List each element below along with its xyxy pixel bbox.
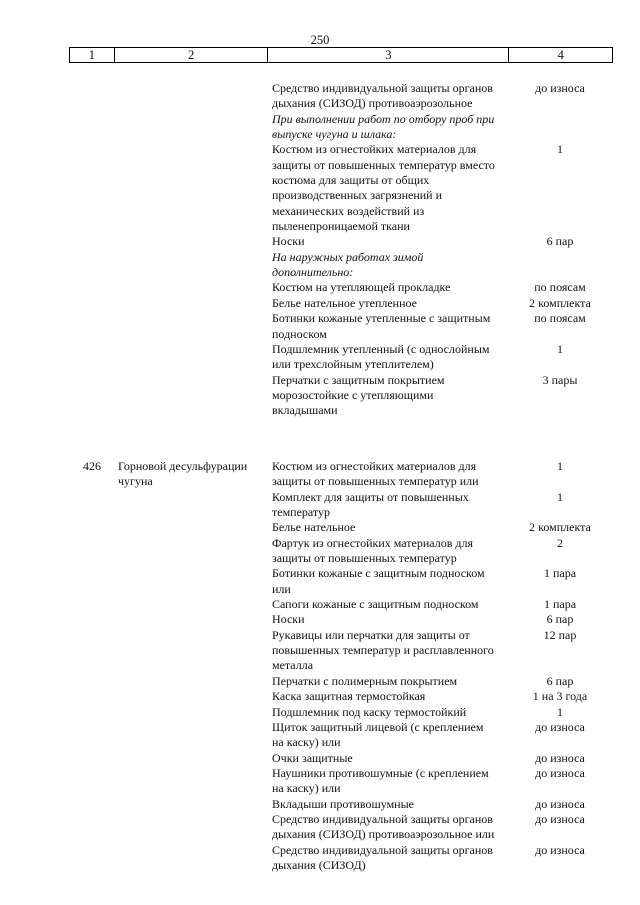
- page-number: 250: [310, 33, 330, 47]
- list-item: [0, 843, 640, 874]
- item-name: Средство индивидуальной защиты органов дыхания (СИЗОД) противоаэрозольное: [272, 81, 493, 111]
- item-norm: 1: [557, 489, 563, 504]
- item-norm: по поясам: [534, 280, 586, 295]
- list-item: [0, 797, 640, 812]
- item-norm: по поясам: [534, 311, 586, 326]
- list-item: [0, 459, 640, 490]
- item-norm: 1 пара: [543, 597, 577, 612]
- list-item: [0, 612, 640, 627]
- list-item: [0, 373, 640, 419]
- item-name: Белье нательное: [272, 520, 356, 535]
- item-norm: 2 комплекта: [529, 520, 591, 535]
- item-norm: до износа: [535, 750, 585, 765]
- item-name: Каска защитная термостойкая: [272, 689, 426, 704]
- item-norm: 2: [557, 535, 563, 550]
- item-norm: 1 на 3 года: [532, 689, 588, 704]
- item-name: Вкладыши противошумные: [272, 796, 414, 811]
- profession-name: Горновой десульфурации чугуна: [118, 459, 248, 489]
- item-name: Подшлемник утепленный (с однослойным или трехслойным утеплителем): [272, 341, 490, 372]
- column-header-row: [69, 47, 613, 63]
- item-norm: 1: [557, 459, 563, 473]
- list-item: [0, 720, 640, 751]
- item-name: Костюм из огнестойких материалов для защиты от повышенных температур вместо костюма для защиты от общих производственных загрязнений и механических воздействий из пыленепроницаемой ткани: [272, 142, 495, 234]
- list-item: [0, 766, 640, 797]
- item-norm: 6 пар: [546, 673, 574, 688]
- item-norm: 1: [557, 142, 563, 157]
- list-item: [0, 597, 640, 612]
- list-item: [0, 280, 640, 295]
- table-row-426: [0, 459, 640, 873]
- item-name: Фартук из огнестойких материалов для защиты от повышенных температур: [272, 535, 473, 566]
- column-header-2: 2: [115, 48, 268, 62]
- item-name: Ботинки кожаные с защитным подноском или: [272, 566, 485, 596]
- item-norm: 6 пар: [546, 612, 574, 627]
- item-name: Ботинки кожаные утепленные с защитным подноском: [272, 311, 491, 341]
- item-name: Средство индивидуальной защиты органов дыхания (СИЗОД) противоаэрозольное или: [272, 811, 495, 842]
- item-norm: 3 пары: [542, 372, 578, 387]
- list-item: [0, 536, 640, 567]
- condition-note: При выполнении работ по отбору проб при выпуске чугуна и шлака:: [272, 111, 495, 142]
- list-item: [0, 342, 640, 373]
- item-name: Комплект для защиты от повышенных температур: [272, 489, 469, 520]
- item-name: Сапоги кожаные с защитным подноском: [272, 597, 479, 612]
- list-item: [0, 296, 640, 311]
- item-name: Щиток защитный лицевой (с креплением на каску) или: [272, 719, 484, 750]
- item-norm: 2 комплекта: [529, 295, 591, 310]
- item-norm: 1: [557, 341, 563, 356]
- list-item: [0, 234, 640, 249]
- row-number: 426: [83, 459, 101, 473]
- list-item: [0, 812, 640, 843]
- item-name: Рукавицы или перчатки для защиты от повышенных температур и расплавленного металла: [272, 627, 494, 673]
- item-name: Наушники противошумные (с креплением на каску) или: [272, 765, 489, 796]
- list-item: [0, 674, 640, 689]
- item-norm: 1: [557, 704, 563, 719]
- item-name: Костюм на утепляющей прокладке: [272, 280, 451, 295]
- column-header-4: 4: [557, 48, 564, 62]
- list-item: [0, 566, 640, 597]
- list-item: [0, 751, 640, 766]
- item-norm: 12 пар: [543, 627, 577, 642]
- column-header-3: 3: [268, 48, 509, 62]
- item-name: Подшлемник под каску термостойкий: [272, 704, 467, 719]
- item-name: Очки защитные: [272, 750, 353, 765]
- item-norm: до износа: [535, 719, 585, 734]
- item-norm: до износа: [535, 811, 585, 826]
- list-item: [0, 490, 640, 521]
- list-item: [0, 520, 640, 535]
- item-name: Носки: [272, 234, 305, 249]
- list-item: [0, 628, 640, 674]
- item-name: Белье нательное утепленное: [272, 295, 417, 310]
- item-norm: 6 пар: [546, 234, 574, 249]
- item-name: Перчатки с полимерным покрытием: [272, 673, 458, 688]
- item-name: Перчатки с защитным покрытием морозостойкие с утепляющими вкладышами: [272, 372, 445, 418]
- item-norm: 1 пара: [543, 566, 577, 581]
- item-name: Носки: [272, 612, 305, 627]
- list-item: [0, 689, 640, 704]
- item-norm: до износа: [535, 81, 585, 95]
- list-item: [0, 81, 640, 112]
- condition-note: На наружных работах зимой дополнительно:: [272, 249, 424, 280]
- item-norm: до износа: [535, 765, 585, 780]
- list-item: [0, 311, 640, 342]
- item-name: Костюм из огнестойких материалов для защиты от повышенных температур или: [272, 459, 479, 489]
- item-norm: до износа: [535, 842, 585, 857]
- column-header-1: 1: [70, 48, 115, 62]
- continuation-block: [0, 81, 640, 419]
- list-item: [0, 705, 640, 720]
- item-norm: до износа: [535, 796, 585, 811]
- item-name: Средство индивидуальной защиты органов дыхания (СИЗОД): [272, 842, 493, 872]
- list-item: [0, 142, 640, 234]
